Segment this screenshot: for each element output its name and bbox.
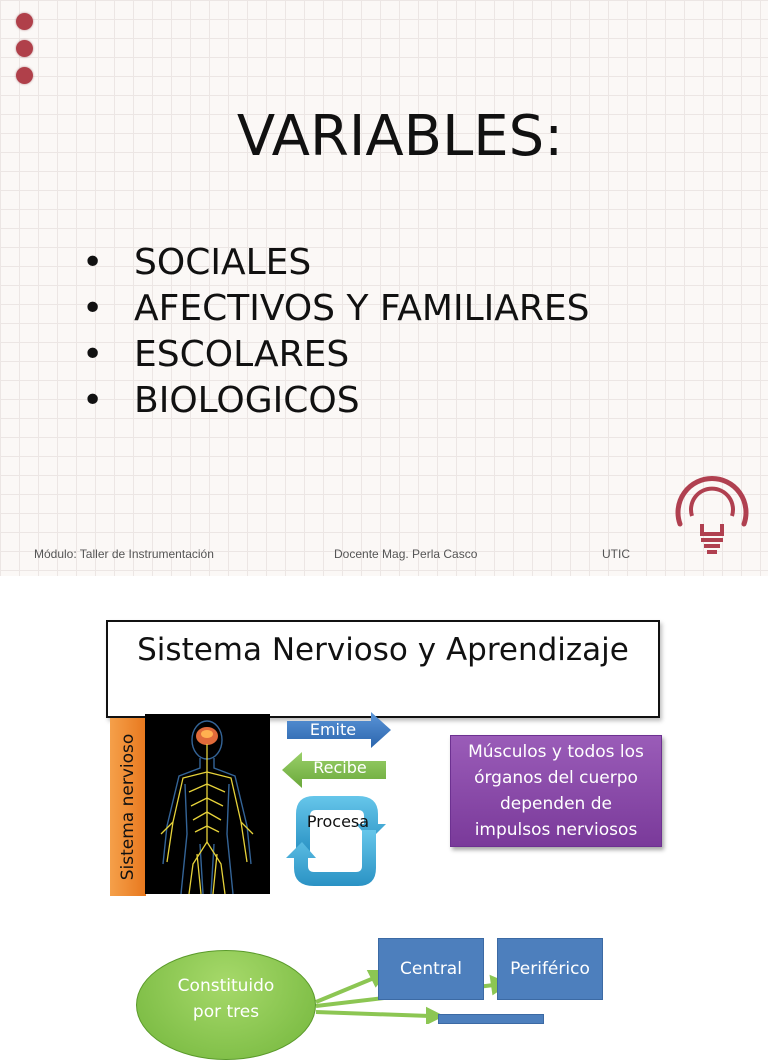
dot-icon bbox=[16, 40, 33, 57]
third-box bbox=[438, 1014, 544, 1024]
dot-icon bbox=[16, 67, 33, 84]
nervous-system-image bbox=[145, 714, 270, 894]
emite-label: Emite bbox=[309, 720, 357, 739]
peripheral-box: Periférico bbox=[497, 938, 603, 1000]
list-item: • ESCOLARES bbox=[82, 334, 350, 375]
procesa-label: Procesa bbox=[306, 812, 370, 831]
lightbulb-icon bbox=[664, 464, 760, 564]
side-label: Sistema nervioso bbox=[118, 733, 138, 881]
slide-title: Sistema Nervioso y Aprendizaje bbox=[137, 632, 629, 668]
recibe-arrow bbox=[282, 752, 386, 788]
cycle-arrow-icon bbox=[284, 790, 388, 892]
muscles-box: Músculos y todos los órganos del cuerpo dependen de impulsos nerviosos bbox=[450, 735, 662, 847]
list-item: • SOCIALES bbox=[82, 242, 312, 283]
footer-module: Módulo: Taller de Instrumentación bbox=[34, 547, 214, 561]
constituted-ellipse: Constituido por tres bbox=[136, 950, 316, 1060]
bullet-list bbox=[82, 240, 590, 424]
title-box bbox=[106, 620, 660, 718]
slide-title: VARIABLES: bbox=[236, 104, 564, 169]
decorative-dots bbox=[16, 13, 36, 94]
recibe-label: Recibe bbox=[313, 758, 367, 777]
footer-org: UTIC bbox=[602, 547, 630, 561]
side-label-bar bbox=[110, 718, 146, 896]
central-box: Central bbox=[378, 938, 484, 1000]
list-item: • BIOLOGICOS bbox=[82, 380, 360, 421]
emite-arrow bbox=[287, 712, 391, 748]
list-item: • AFECTIVOS Y FAMILIARES bbox=[82, 288, 590, 329]
footer-teacher: Docente Mag. Perla Casco bbox=[334, 547, 478, 561]
dot-icon bbox=[16, 13, 33, 30]
